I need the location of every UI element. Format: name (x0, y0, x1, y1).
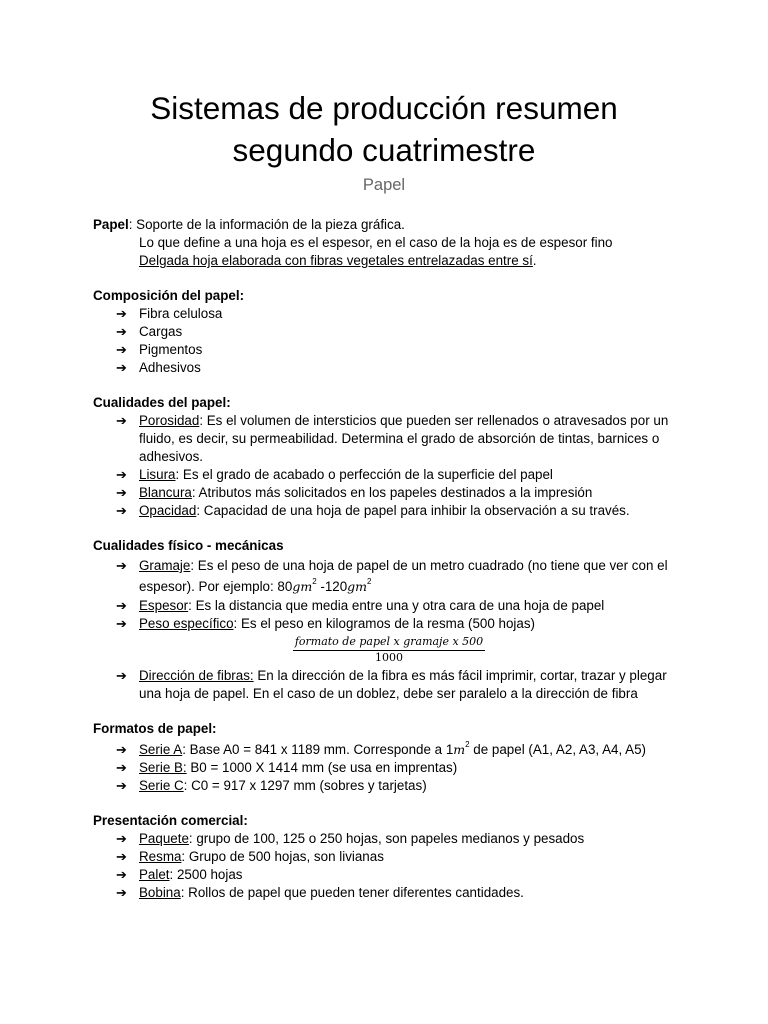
list-item-text: : 2500 hojas (169, 867, 243, 882)
list-item-term: Serie A (139, 742, 183, 757)
list-item-text-mid: -120 (316, 579, 348, 594)
list-item (93, 741, 683, 759)
fisico-list-continued (93, 667, 683, 703)
arrow-icon: ➔ (116, 503, 127, 518)
cualidades-heading: Cualidades del papel: (93, 395, 231, 410)
fisico-list (93, 555, 683, 633)
document-body (93, 216, 683, 902)
list-item-text: En la dirección de la fibra es más fácil imprimir, cortar, trazar y plegar una hoja de papel. En el caso de un doblez, debe ser paralelo a la dirección de fibra (139, 668, 667, 701)
arrow-icon: ➔ (116, 760, 127, 775)
unit-gm: gm (292, 579, 313, 594)
list-item-term: Bobina (139, 885, 181, 900)
papel-line-3 (93, 252, 683, 270)
list-item (93, 359, 683, 377)
list-item (93, 555, 683, 597)
list-item-term: Espesor (139, 598, 189, 613)
list-item (93, 777, 683, 795)
arrow-icon: ➔ (116, 324, 127, 339)
arrow-icon: ➔ (116, 306, 127, 321)
papel-underlined-text: Delgada hoja elaborada con fibras vegetales entrelazadas entre sí (139, 253, 533, 268)
arrow-icon: ➔ (116, 867, 127, 882)
list-item-text: : Rollos de papel que pueden tener diferentes cantidades. (180, 885, 524, 900)
title-line-2: segundo cuatrimestre (232, 132, 536, 168)
list-item-text: : grupo de 100, 125 o 250 hojas, son papeles medianos y pesados (188, 831, 585, 846)
list-item-text: : Es el peso de una hoja de papel de un metro cuadrado (no tiene que ver con el espesor). Por ejemplo: 80 (139, 558, 668, 594)
exponent: 2 (465, 740, 470, 749)
arrow-icon: ➔ (116, 849, 127, 864)
list-item (93, 412, 683, 466)
peso-formula (93, 633, 685, 667)
list-item (93, 305, 683, 323)
formula-numerator: formato de papel x gramaje x 500 (293, 635, 485, 651)
arrow-icon: ➔ (116, 778, 127, 793)
list-item-term: Gramaje (139, 558, 191, 573)
list-item-term: Paquete (139, 831, 189, 846)
page-title (0, 87, 768, 171)
exponent: 2 (367, 577, 372, 586)
arrow-icon: ➔ (116, 616, 127, 631)
list-item-text: : Es el grado de acabado o perfección de la superficie del papel (175, 467, 553, 482)
list-item-text-end: de papel (A1, A2, A3, A4, A5) (469, 742, 647, 757)
title-line-1: Sistemas de producción resumen (150, 90, 618, 126)
arrow-icon: ➔ (116, 668, 127, 683)
composicion-list (93, 305, 683, 377)
exponent: 2 (312, 577, 317, 586)
list-item-term: Serie C (139, 778, 184, 793)
list-item-text: : Atributos más solicitados en los papeles destinados a la impresión (191, 485, 593, 500)
formula-denominator: 1000 (375, 651, 403, 664)
arrow-icon: ➔ (116, 413, 127, 428)
papel-definition (93, 216, 683, 234)
list-item-term: Peso específico (139, 616, 234, 631)
list-item (93, 615, 683, 633)
list-item-term: Lisura (139, 467, 176, 482)
list-item-term: Dirección de fibras: (139, 668, 254, 683)
list-item (93, 341, 683, 359)
formatos-heading: Formatos de papel: (93, 721, 217, 736)
list-item-text: Fibra celulosa (139, 306, 223, 321)
list-item-text: : C0 = 917 x 1297 mm (sobres y tarjetas) (183, 778, 427, 793)
list-item-term: Porosidad (139, 413, 200, 428)
list-item-text: Pigmentos (139, 342, 203, 357)
list-item-term: Resma (139, 849, 182, 864)
list-item-text: : Es el volumen de intersticios que pueden ser rellenados o atravesados por un fluido, es decir, su permeabilidad. Determina el grado de absorción de tintas, barnices o adhesivos. (139, 413, 669, 464)
list-item (93, 830, 683, 848)
list-item-text: : Es la distancia que media entre una y otra cara de una hoja de papel (188, 598, 605, 613)
list-item (93, 667, 683, 703)
formatos-list (93, 741, 683, 795)
cualidades-list (93, 412, 683, 520)
arrow-icon: ➔ (116, 742, 127, 757)
list-item (93, 502, 683, 520)
list-item (93, 466, 683, 484)
list-item (93, 484, 683, 502)
papel-line-3-end: . (532, 253, 537, 268)
composicion-heading: Composición del papel: (93, 288, 245, 303)
list-item-text: : Grupo de 500 hojas, son livianas (181, 849, 384, 864)
list-item (93, 597, 683, 615)
list-item-term: Opacidad (139, 503, 197, 518)
fisico-heading: Cualidades físico - mecánicas (93, 538, 284, 553)
list-item (93, 884, 683, 902)
arrow-icon: ➔ (116, 485, 127, 500)
arrow-icon: ➔ (116, 467, 127, 482)
unit-m: m (453, 742, 466, 757)
list-item-text: : Capacidad de una hoja de papel para inhibir la observación a su través. (196, 503, 630, 518)
arrow-icon: ➔ (116, 342, 127, 357)
arrow-icon: ➔ (116, 598, 127, 613)
list-item (93, 848, 683, 866)
list-item-term: Serie B: (139, 760, 187, 775)
arrow-icon: ➔ (116, 831, 127, 846)
list-item-text: B0 = 1000 X 1414 mm (se usa en imprentas) (186, 760, 458, 775)
arrow-icon: ➔ (116, 360, 127, 375)
papel-term: Papel (93, 217, 129, 232)
list-item-text: : Base A0 = 841 x 1189 mm. Corresponde a 1 (182, 742, 454, 757)
list-item-text: Cargas (139, 324, 183, 339)
list-item (93, 866, 683, 884)
page-subtitle: Papel (362, 176, 406, 194)
arrow-icon: ➔ (116, 558, 127, 573)
list-item (93, 759, 683, 777)
papel-line-2: Lo que define a una hoja es el espesor, en el caso de la hoja es de espesor fino (139, 235, 613, 250)
papel-definition-text: : Soporte de la información de la pieza gráfica. (128, 217, 405, 232)
arrow-icon: ➔ (116, 885, 127, 900)
list-item (93, 323, 683, 341)
list-item-text: Adhesivos (139, 360, 201, 375)
list-item-term: Palet (139, 867, 170, 882)
list-item-term: Blancura (139, 485, 192, 500)
presentacion-heading: Presentación comercial: (93, 813, 248, 828)
presentacion-list (93, 830, 683, 902)
list-item-text: : Es el peso en kilogramos de la resma (500 hojas) (233, 616, 535, 631)
unit-gm: gm (347, 579, 368, 594)
